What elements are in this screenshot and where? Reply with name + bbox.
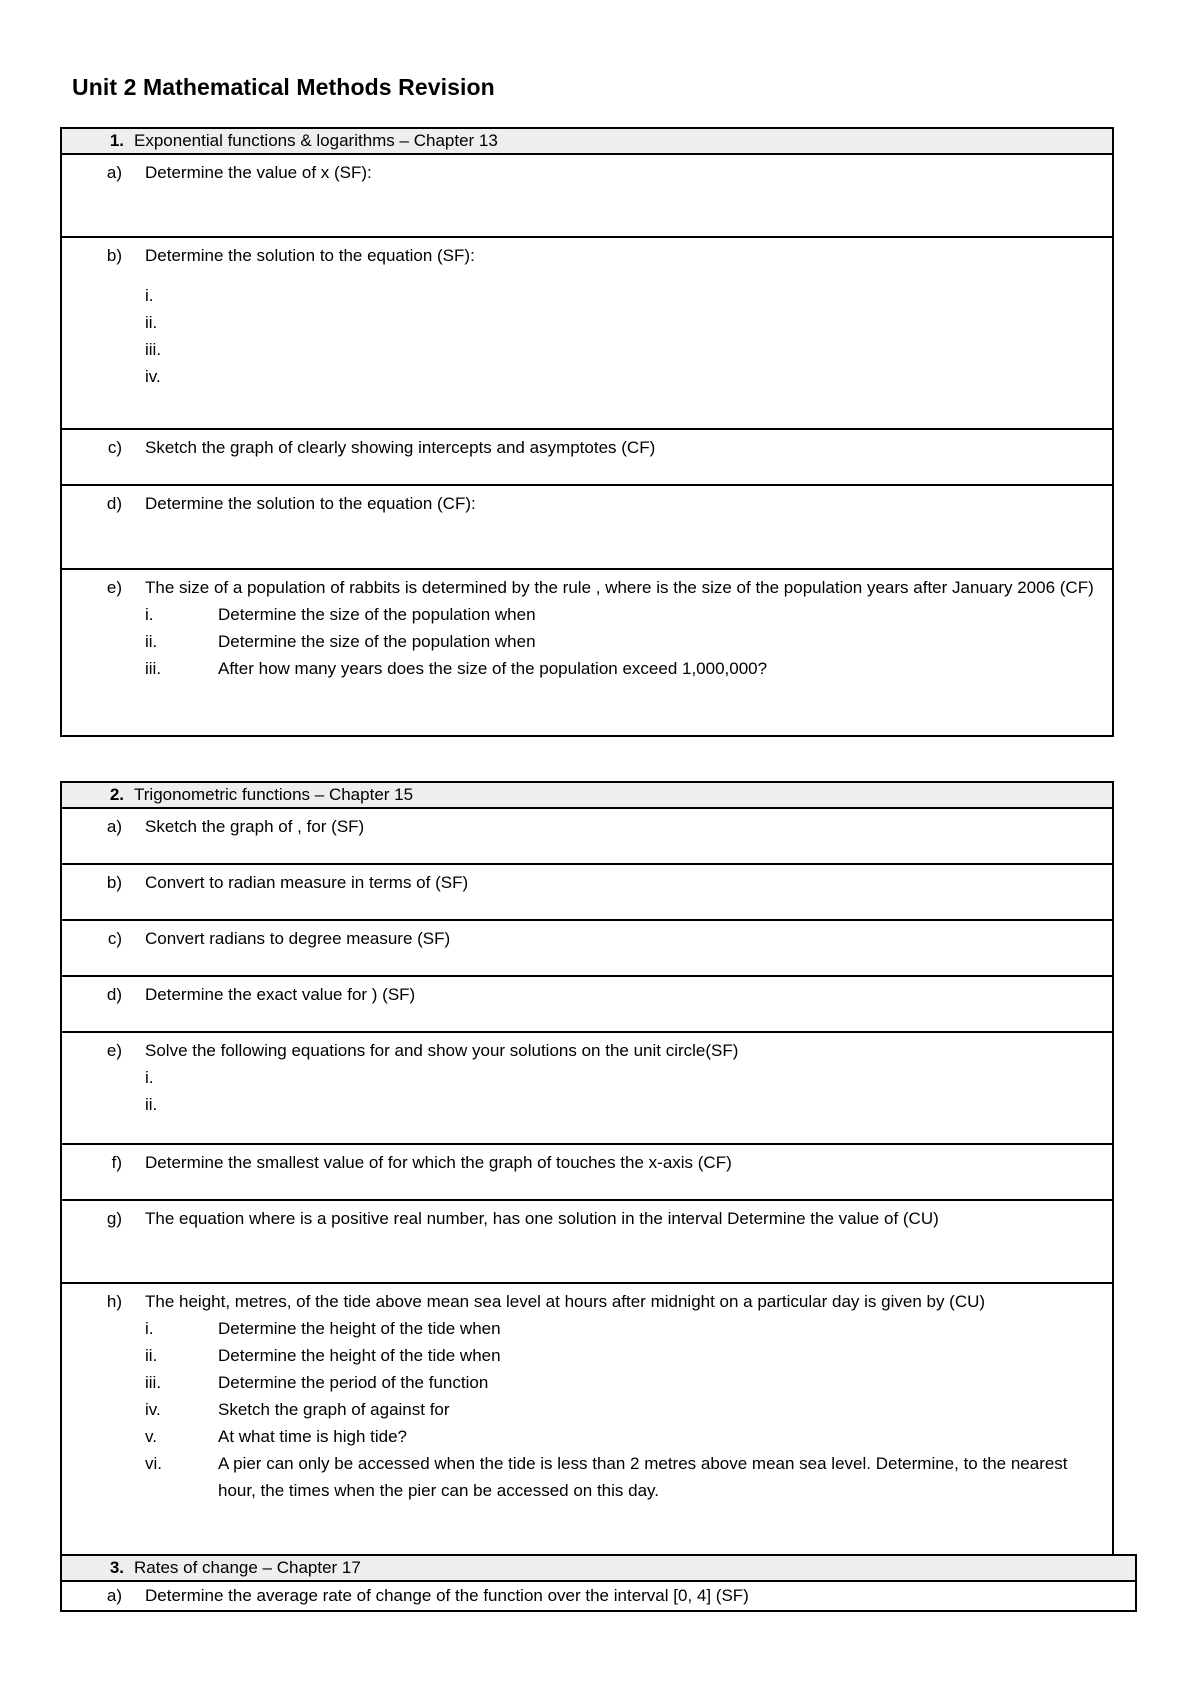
section-header [62, 127, 1112, 155]
sub-item-label: ii. [145, 1095, 158, 1114]
section-rates-of-change [60, 1554, 1137, 1612]
sub-item-label: i. [145, 1319, 154, 1338]
question-label: a) [106, 1586, 122, 1605]
question-label: c) [107, 929, 122, 948]
section-trigonometry [60, 781, 1114, 1559]
question-row [62, 570, 1112, 737]
question-text: Determine the solution to the equation (CF): [145, 494, 476, 513]
sub-item [145, 1396, 1098, 1423]
question-label: a) [106, 163, 122, 182]
question-text: The size of a population of rabbits is determined by the rule , where is the size of the population years after January 2006 (CF) [145, 578, 1094, 597]
question-text: Determine the average rate of change of the function over the interval [0, 4] (SF) [145, 1586, 749, 1605]
sub-item-text: After how many years does the size of the population exceed 1,000,000? [218, 659, 768, 678]
sub-item-label: ii. [145, 632, 158, 651]
question-label: f) [111, 1153, 122, 1172]
sub-item [145, 628, 1098, 655]
sub-item-text: Determine the height of the tide when [218, 1346, 501, 1365]
sub-item-label: ii. [145, 1346, 158, 1365]
question-label: g) [106, 1209, 122, 1228]
question-text: Convert to radian measure in terms of (SF) [145, 873, 469, 892]
question-label: e) [106, 1041, 122, 1060]
section-header [62, 781, 1112, 809]
question-text: Determine the solution to the equation (SF): [145, 246, 475, 265]
section-exponentials [60, 127, 1114, 737]
question-row [62, 809, 1112, 865]
sub-item [145, 655, 1098, 682]
sub-item-label: iii. [145, 1373, 162, 1392]
question-label: c) [107, 438, 122, 457]
sub-item [145, 1423, 1098, 1450]
question-row [62, 486, 1112, 570]
section-number: 1. [109, 131, 124, 150]
sub-item-text: At what time is high tide? [218, 1427, 407, 1446]
sub-item-label: vi. [145, 1454, 162, 1473]
question-row [62, 1284, 1112, 1559]
question-text: Determine the exact value for ) (SF) [145, 985, 416, 1004]
sub-item-label: i. [145, 1068, 154, 1087]
sub-item-text: Determine the size of the population when [218, 605, 536, 624]
question-row [62, 430, 1112, 486]
sub-item-text: Determine the size of the population when [218, 632, 536, 651]
sub-item-text: Determine the height of the tide when [218, 1319, 501, 1338]
question-row [62, 1201, 1112, 1284]
sub-item [145, 1342, 1098, 1369]
question-label: b) [106, 246, 122, 265]
sub-item-label: iii. [145, 659, 162, 678]
sub-item-label: iii. [145, 340, 162, 359]
question-label: d) [106, 985, 122, 1004]
sub-item [145, 1450, 1098, 1504]
sub-item-label: v. [145, 1427, 157, 1446]
question-label: h) [106, 1292, 122, 1311]
sub-item-text: Determine the period of the function [218, 1373, 489, 1392]
sub-item-label: i. [145, 286, 154, 305]
question-row [62, 238, 1112, 430]
question-text: Determine the smallest value of for which the graph of touches the x-axis (CF) [145, 1153, 732, 1172]
question-row [62, 977, 1112, 1033]
section-heading: Rates of change – Chapter 17 [134, 1558, 361, 1577]
sub-item [145, 1369, 1098, 1396]
sub-item-text: Sketch the graph of against for [218, 1400, 450, 1419]
question-label: b) [106, 873, 122, 892]
sub-item [145, 601, 1098, 628]
page-title: Unit 2 Mathematical Methods Revision [72, 74, 495, 100]
question-text: The equation where is a positive real number, has one solution in the interval Determine the value of (CU) [145, 1209, 939, 1228]
question-text: The height, metres, of the tide above mean sea level at hours after midnight on a particular day is given by (CU) [145, 1292, 986, 1311]
question-label: e) [106, 578, 122, 597]
sub-item-label: ii. [145, 313, 158, 332]
sub-item [145, 1315, 1098, 1342]
question-text: Determine the value of x (SF): [145, 163, 372, 182]
sub-item-label: iv. [145, 367, 161, 386]
question-row [62, 865, 1112, 921]
question-label: a) [106, 817, 122, 836]
section-header [62, 1554, 1135, 1582]
section-number: 3. [109, 1558, 124, 1577]
question-row [62, 155, 1112, 238]
question-row [62, 1033, 1112, 1145]
question-text: Sketch the graph of , for (SF) [145, 817, 365, 836]
question-row [62, 921, 1112, 977]
question-text: Sketch the graph of clearly showing intercepts and asymptotes (CF) [145, 438, 656, 457]
question-label: d) [106, 494, 122, 513]
section-heading: Trigonometric functions – Chapter 15 [134, 785, 414, 804]
section-number: 2. [109, 785, 124, 804]
sub-item-label: iv. [145, 1400, 161, 1419]
sub-item-label: i. [145, 605, 154, 624]
sub-item-text: A pier can only be accessed when the tide is less than 2 metres above mean sea level. Determine, to the nearest hour, the times when the pier can be accessed on this day. [218, 1454, 1068, 1500]
question-text: Convert radians to degree measure (SF) [145, 929, 451, 948]
question-row [62, 1582, 1135, 1612]
section-heading: Exponential functions & logarithms – Chapter 13 [134, 131, 498, 150]
question-row [62, 1145, 1112, 1201]
question-text: Solve the following equations for and show your solutions on the unit circle(SF) [145, 1041, 739, 1060]
